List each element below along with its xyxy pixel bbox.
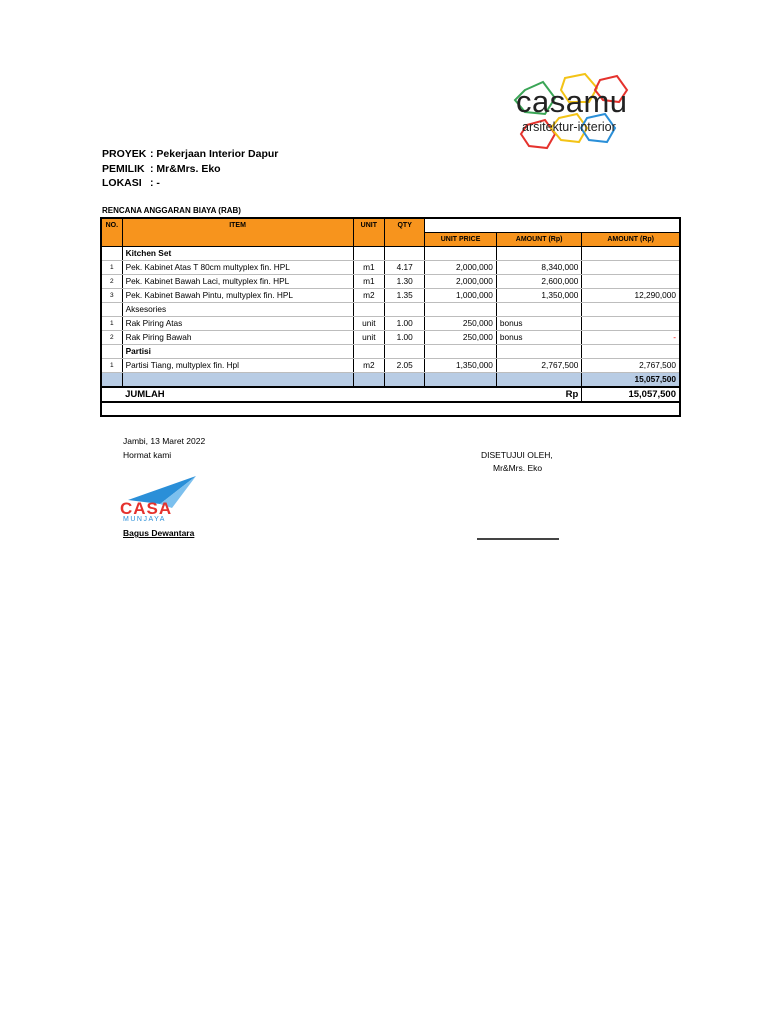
row-no: 1 <box>101 317 122 331</box>
row-total <box>582 303 680 317</box>
row-qty: 1.35 <box>385 289 425 303</box>
row-item: Rak Piring Atas <box>122 317 353 331</box>
row-qty: 1.30 <box>385 275 425 289</box>
row-item: Rak Piring Bawah <box>122 331 353 345</box>
row-unit <box>353 303 385 317</box>
jumlah-currency: Rp <box>496 387 581 402</box>
row-total <box>582 261 680 275</box>
pemilik-line <box>102 163 221 175</box>
row-amount: 2,767,500 <box>496 359 581 373</box>
row-no: 2 <box>101 331 122 345</box>
row-amount: 8,340,000 <box>496 261 581 275</box>
row-no: 3 <box>101 289 122 303</box>
row-item: Pek. Kabinet Bawah Pintu, multyplex fin. HPL <box>122 289 353 303</box>
row-unit-price: 1,350,000 <box>425 359 497 373</box>
brand-name: casamu <box>516 84 628 119</box>
row-unit: m2 <box>353 289 385 303</box>
row-item: Partisi <box>122 345 353 359</box>
table-row <box>101 331 680 345</box>
row-unit: unit <box>353 317 385 331</box>
row-qty: 1.00 <box>385 317 425 331</box>
row-no <box>101 345 122 359</box>
pemilik-label: PEMILIK <box>102 163 145 175</box>
row-qty: 1.00 <box>385 331 425 345</box>
row-qty: 4.17 <box>385 261 425 275</box>
row-amount <box>496 345 581 359</box>
lokasi-label: LOKASI <box>102 177 142 189</box>
row-unit-price: 2,000,000 <box>425 261 497 275</box>
col-unit: UNIT <box>353 218 385 247</box>
casa-logo-text: CASA <box>120 499 173 518</box>
table-row <box>101 303 680 317</box>
row-item: Pek. Kabinet Bawah Laci, multyplex fin. HPL <box>122 275 353 289</box>
table-row <box>101 317 680 331</box>
subtotal-value: 15,057,500 <box>582 373 680 388</box>
row-unit-price: 2,000,000 <box>425 275 497 289</box>
row-no: 1 <box>101 359 122 373</box>
row-amount <box>496 247 581 261</box>
row-qty: 2.05 <box>385 359 425 373</box>
row-total: 12,290,000 <box>582 289 680 303</box>
header-blank-cell <box>425 218 680 233</box>
jumlah-label: JUMLAH <box>122 387 353 402</box>
row-total: - <box>582 331 680 345</box>
signature-line <box>477 538 559 540</box>
rab-table <box>100 217 681 417</box>
table-row <box>101 289 680 303</box>
rab-title: RENCANA ANGGARAN BIAYA (RAB) <box>102 206 241 215</box>
table-row <box>101 345 680 359</box>
table-body <box>101 247 680 373</box>
hormat-kami: Hormat kami <box>123 450 172 460</box>
row-qty <box>385 303 425 317</box>
row-item: Pek. Kabinet Atas T 80cm multyplex fin. HPL <box>122 261 353 275</box>
casa-munjaya-logo <box>120 474 200 526</box>
row-unit-price <box>425 247 497 261</box>
munjaya-logo-text: MUNJAYA <box>123 516 166 523</box>
row-unit: m1 <box>353 275 385 289</box>
row-no <box>101 247 122 261</box>
row-amount: bonus <box>496 317 581 331</box>
row-no <box>101 303 122 317</box>
proyek-value: : Pekerjaan Interior Dapur <box>150 148 279 160</box>
row-amount: bonus <box>496 331 581 345</box>
row-item: Kitchen Set <box>122 247 353 261</box>
approved-name: Mr&Mrs. Eko <box>493 463 543 473</box>
row-unit-price: 250,000 <box>425 331 497 345</box>
row-qty <box>385 247 425 261</box>
row-item: Partisi Tiang, multyplex fin. Hpl <box>122 359 353 373</box>
place-date: Jambi, 13 Maret 2022 <box>123 436 206 446</box>
row-unit: m1 <box>353 261 385 275</box>
table-header-row <box>101 218 680 233</box>
col-amount-total: AMOUNT (Rp) <box>582 233 680 247</box>
row-total <box>582 275 680 289</box>
row-amount: 1,350,000 <box>496 289 581 303</box>
row-unit-price: 1,000,000 <box>425 289 497 303</box>
row-total <box>582 247 680 261</box>
row-unit <box>353 345 385 359</box>
empty-row <box>101 402 680 416</box>
row-unit-price <box>425 303 497 317</box>
col-qty: QTY <box>385 218 425 247</box>
brand-tagline: arsitektur-interior <box>522 120 616 134</box>
col-amount: AMOUNT (Rp) <box>496 233 581 247</box>
row-total <box>582 345 680 359</box>
col-no: NO. <box>101 218 122 247</box>
jumlah-row <box>101 387 680 402</box>
row-total <box>582 317 680 331</box>
row-item: Aksesories <box>122 303 353 317</box>
row-no: 1 <box>101 261 122 275</box>
pemilik-value: : Mr&Mrs. Eko <box>150 163 221 175</box>
casamu-logo <box>505 70 645 150</box>
table-row <box>101 261 680 275</box>
approved-label: DISETUJUI OLEH, <box>481 450 553 460</box>
lokasi-value: : - <box>150 177 160 189</box>
row-unit: unit <box>353 331 385 345</box>
col-item: ITEM <box>122 218 353 247</box>
row-unit <box>353 247 385 261</box>
row-amount: 2,600,000 <box>496 275 581 289</box>
row-unit-price: 250,000 <box>425 317 497 331</box>
lokasi-line <box>102 177 160 189</box>
row-no: 2 <box>101 275 122 289</box>
row-qty <box>385 345 425 359</box>
row-amount <box>496 303 581 317</box>
subtotal-row <box>101 373 680 388</box>
col-unit-price: UNIT PRICE <box>425 233 497 247</box>
row-total: 2,767,500 <box>582 359 680 373</box>
signer-name: Bagus Dewantara <box>123 528 195 538</box>
jumlah-value: 15,057,500 <box>582 387 680 402</box>
table-row <box>101 275 680 289</box>
row-unit-price <box>425 345 497 359</box>
table-row <box>101 359 680 373</box>
table-row <box>101 247 680 261</box>
proyek-line <box>102 148 278 160</box>
row-unit: m2 <box>353 359 385 373</box>
proyek-label: PROYEK <box>102 148 147 160</box>
